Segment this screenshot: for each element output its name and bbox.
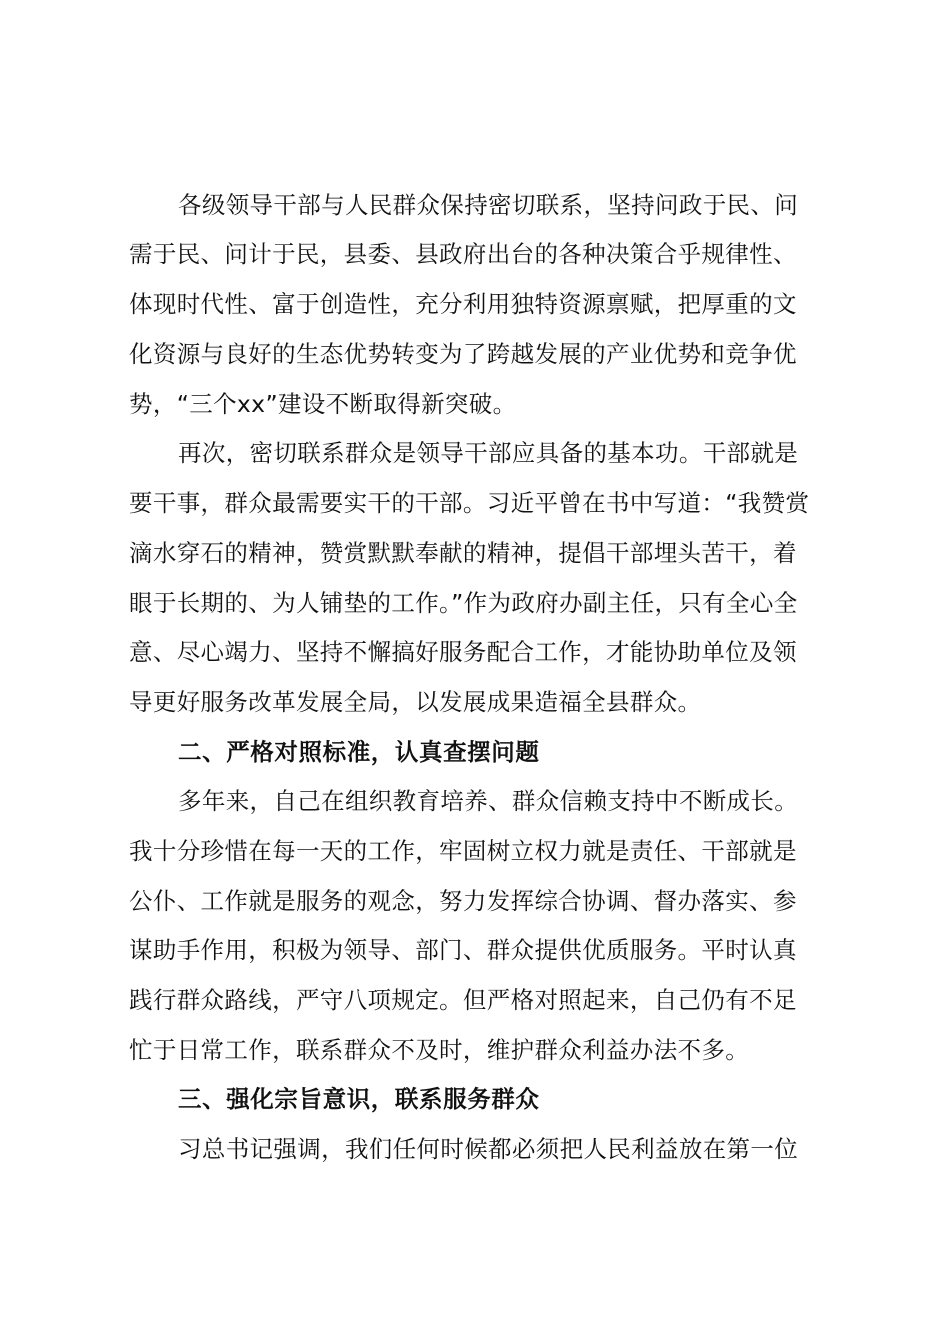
paragraph-line: 化资源与良好的生态优势转变为了跨越发展的产业优势和竞争优 bbox=[129, 340, 797, 368]
paragraph-line: 践行群众路线，严守八项规定。但严格对照起来，自己仍有不足 bbox=[129, 986, 797, 1014]
paragraph-line: 忙于日常工作，联系群众不及时，维护群众利益办法不多。 bbox=[129, 1036, 750, 1064]
section-heading: 三、强化宗旨意识，联系服务群众 bbox=[178, 1085, 540, 1113]
paragraph-line: 眼于长期的、为人铺垫的工作。”作为政府办副主任，只有全心全 bbox=[129, 589, 798, 617]
paragraph-line: 谋助手作用，积极为领导、部门、群众提供优质服务。平时认真 bbox=[129, 936, 797, 964]
paragraph-line: 多年来，自己在组织教育培养、群众信赖支持中不断成长。 bbox=[178, 787, 799, 815]
paragraph-line: 我十分珍惜在每一天的工作，牢固树立权力就是责任、干部就是 bbox=[129, 837, 797, 865]
paragraph-line: 要干事，群众最需要实干的干部。习近平曾在书中写道：“我赞赏 bbox=[129, 489, 810, 517]
paragraph-line: 公仆、工作就是服务的观念，努力发挥综合协调、督办落实、参 bbox=[129, 887, 797, 915]
paragraph-line: 势，“三个xx”建设不断取得新突破。 bbox=[129, 390, 517, 418]
paragraph-line: 导更好服务改革发展全局，以发展成果造福全县群众。 bbox=[129, 688, 702, 716]
paragraph-line: 需于民、问计于民，县委、县政府出台的各种决策合乎规律性、 bbox=[129, 240, 797, 268]
paragraph-line: 再次，密切联系群众是领导干部应具备的基本功。干部就是 bbox=[178, 439, 799, 467]
paragraph-line: 滴水穿石的精神，赞赏默默奉献的精神，提倡干部埋头苦干，着 bbox=[129, 539, 797, 567]
section-heading: 二、严格对照标准，认真查摆问题 bbox=[178, 738, 540, 766]
paragraph-line: 体现时代性、富于创造性，充分利用独特资源禀赋，把厚重的文 bbox=[129, 290, 797, 318]
paragraph-line: 习总书记强调，我们任何时候都必须把人民利益放在第一位 bbox=[178, 1135, 799, 1163]
paragraph-line: 各级领导干部与人民群众保持密切联系，坚持问政于民、问 bbox=[178, 191, 799, 219]
paragraph-line: 意、尽心竭力、坚持不懈搞好服务配合工作，才能协助单位及领 bbox=[129, 638, 797, 666]
